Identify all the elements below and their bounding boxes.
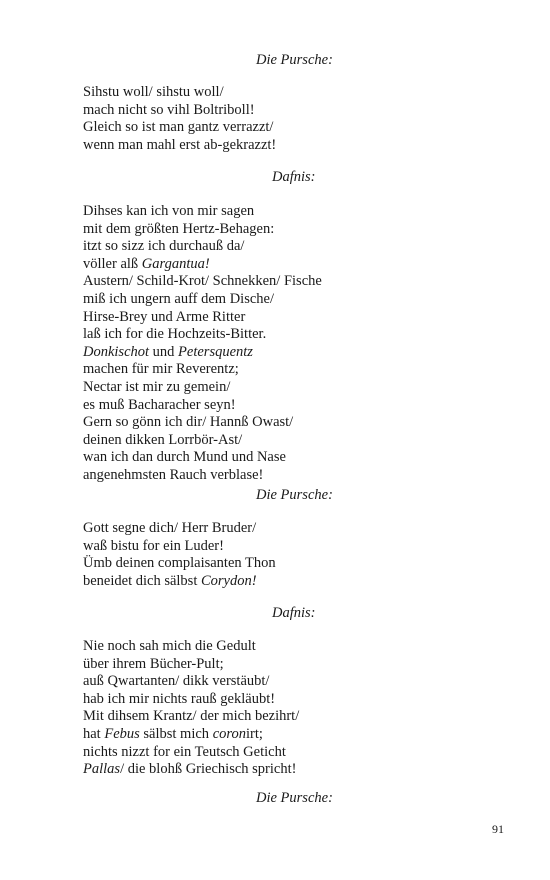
- verse-run-italic: Gargantua!: [141, 255, 210, 272]
- verse-line: [83, 708, 299, 726]
- verse-line: [83, 414, 322, 432]
- verse-run: Sihstu woll/ sihstu woll/: [83, 84, 224, 100]
- verse-line: [83, 449, 322, 467]
- verse-run: nichts nizzt for ein Teutsch Geticht: [83, 743, 286, 760]
- page-number: 91: [492, 822, 504, 836]
- verse-run: hat: [83, 725, 105, 742]
- verse-run: völler alß: [83, 255, 142, 272]
- verse-line: [83, 203, 322, 221]
- speaker-heading-pursche-2: Die Pursche:: [256, 487, 333, 503]
- verse-run: Nie noch sah mich die Gedult: [83, 638, 256, 654]
- verse-line: [83, 555, 276, 573]
- verse-run: wenn man mahl erst ab-gekrazzt!: [83, 136, 277, 153]
- verse-line: [83, 761, 299, 779]
- verse-run: Gott segne dich/ Herr Bruder/: [83, 520, 257, 536]
- verse-line: [83, 573, 276, 591]
- verse-run: irt;: [245, 725, 263, 742]
- verse-run-italic: Corydon!: [200, 572, 257, 589]
- verse-run: mach nicht so vihl Boltriboll!: [83, 101, 255, 118]
- verse-run: auß Qwartanten/ dikk verstäubt/: [83, 673, 270, 690]
- verse-line: [83, 397, 322, 415]
- verse-run: / die blohß Griechisch spricht!: [120, 761, 297, 778]
- speaker-heading-pursche-3: Die Pursche:: [256, 790, 333, 806]
- verse-line: [83, 291, 322, 309]
- verse-run: miß ich ungern auff dem Dische/: [83, 290, 274, 307]
- verse-line: [83, 326, 322, 344]
- verse-line: [83, 379, 322, 397]
- verse-line: [83, 84, 276, 102]
- verse-run: Mit dihsem Krantz/ der mich bezihrt/: [83, 708, 300, 725]
- verse-line: [83, 744, 299, 762]
- verse-run: Austern/ Schild-Krot/ Schnekken/ Fische: [83, 273, 322, 290]
- verse-run: Hirse-Brey und Arme Ritter: [83, 308, 246, 325]
- speaker-heading-dafnis-2: Dafnis:: [272, 605, 316, 621]
- verse-run: laß ich for die Hochzeits-Bitter.: [83, 326, 267, 343]
- verse-line: [83, 221, 322, 239]
- verse-run: es muß Bacharacher seyn!: [83, 396, 236, 413]
- verse-line: [83, 137, 276, 155]
- verse-line: [83, 344, 322, 362]
- speaker-heading-dafnis-1: Dafnis:: [272, 169, 316, 185]
- verse-line: [83, 256, 322, 274]
- verse-run: Dihses kan ich von mir sagen: [83, 203, 255, 219]
- verse-run: und: [149, 343, 179, 360]
- verse-line: [83, 726, 299, 744]
- verse-run: mit dem größten Hertz-Behagen:: [83, 220, 275, 237]
- verse-run-italic: Petersquentz: [178, 343, 253, 360]
- verse-run: machen für mir Reverentz;: [83, 361, 239, 378]
- verse-line: [83, 102, 276, 120]
- verse-line: [83, 673, 299, 691]
- stanza-4: [83, 638, 299, 779]
- verse-line: [83, 467, 322, 485]
- verse-line: [83, 538, 276, 556]
- verse-line: [83, 656, 299, 674]
- verse-run: itzt so sizz ich durchauß da/: [83, 238, 245, 255]
- verse-run: waß bistu for ein Luder!: [83, 537, 224, 554]
- verse-run: hab ich mir nichts rauß gekläubt!: [83, 690, 276, 707]
- verse-run: wan ich dan durch Mund und Nase: [83, 449, 286, 466]
- verse-run-italic: Pallas: [83, 761, 121, 778]
- verse-line: [83, 361, 322, 379]
- speaker-heading-pursche-1: Die Pursche:: [256, 52, 333, 68]
- verse-run: Nectar ist mir zu gemein/: [83, 378, 231, 395]
- verse-run-italic: coron: [212, 725, 246, 742]
- verse-line: [83, 691, 299, 709]
- verse-run: Gern so gönn ich dir/ Hannß Owast/: [83, 414, 294, 431]
- verse-run: über ihrem Bücher-Pult;: [83, 655, 224, 672]
- verse-line: [83, 238, 322, 256]
- stanza-2: [83, 203, 322, 485]
- verse-run: beneidet dich sälbst: [83, 572, 201, 589]
- verse-line: [83, 309, 322, 327]
- verse-line: [83, 638, 299, 656]
- stanza-3: [83, 520, 276, 590]
- verse-run: sälbst mich: [139, 725, 213, 742]
- verse-run-italic: Febus: [104, 725, 140, 742]
- verse-run: Ümb deinen complaisanten Thon: [83, 555, 276, 572]
- verse-run: Gleich so ist man gantz verrazzt/: [83, 119, 274, 136]
- verse-line: [83, 119, 276, 137]
- stanza-1: [83, 84, 276, 154]
- verse-line: [83, 520, 276, 538]
- verse-run: angenehmsten Rauch verblase!: [83, 466, 264, 483]
- verse-line: [83, 432, 322, 450]
- verse-run-italic: Donkischot: [83, 343, 150, 360]
- verse-run: deinen dikken Lorrbör-Ast/: [83, 431, 243, 448]
- verse-line: [83, 273, 322, 291]
